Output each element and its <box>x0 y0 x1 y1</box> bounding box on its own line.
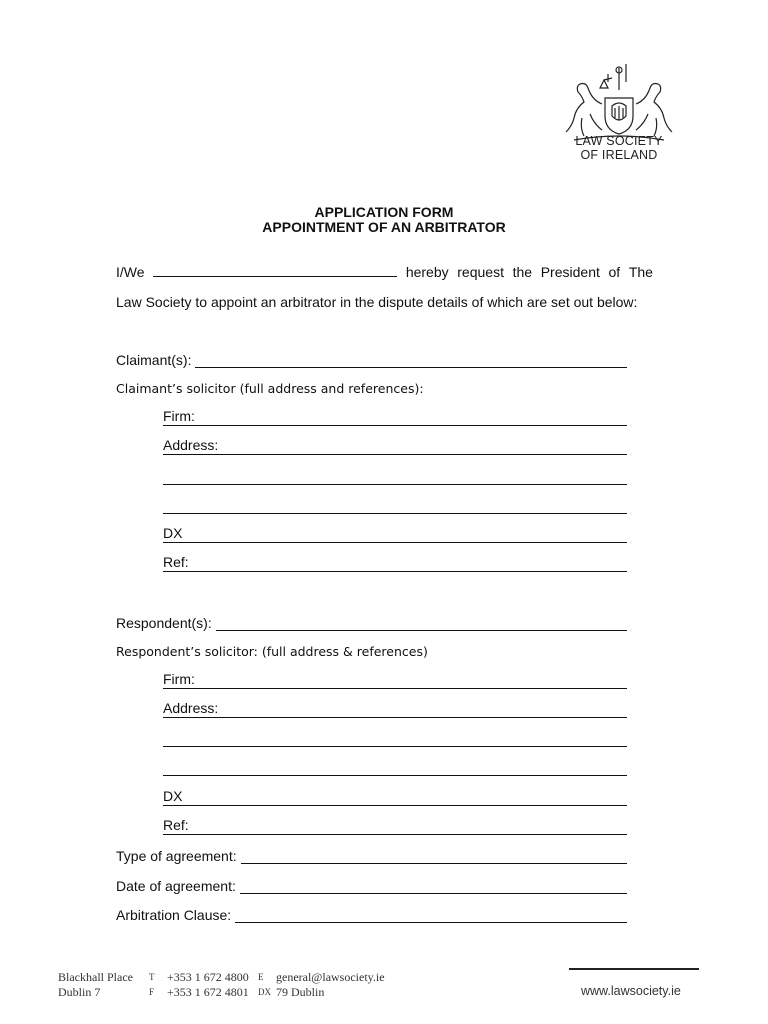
respondent-address-line-3[interactable] <box>163 758 627 776</box>
arbitration-clause-field[interactable] <box>235 908 627 923</box>
claimant-ref-field[interactable] <box>163 554 627 572</box>
ref-label: Ref: <box>163 817 189 833</box>
respondent-address-line-2[interactable] <box>163 729 627 747</box>
respondent-row <box>116 613 627 631</box>
intro-word: The <box>628 264 653 280</box>
footer-dx-label: DX <box>258 987 271 997</box>
form-title: APPLICATION FORM <box>314 204 454 220</box>
intro-prefix: I/We <box>116 264 145 280</box>
claimant-address-field[interactable] <box>163 437 627 455</box>
logo-line-1: LAW SOCIETY <box>575 134 663 148</box>
address-label: Address: <box>163 700 219 716</box>
footer-divider <box>569 968 699 970</box>
footer-phone: +353 1 672 4800 <box>167 970 249 984</box>
footer-email[interactable]: general@lawsociety.ie <box>276 970 385 984</box>
intro-word: request <box>457 264 504 280</box>
respondent-solicitor-note: Respondent’s solicitor: (full address & references) <box>116 644 428 659</box>
form-subtitle: APPOINTMENT OF AN ARBITRATOR <box>262 219 506 235</box>
footer-fax-label: F <box>149 987 155 997</box>
claimant-label: Claimant(s): <box>116 352 192 368</box>
respondent-address-field[interactable] <box>163 700 627 718</box>
address-label: Address: <box>163 437 219 453</box>
footer-address-line-2: Dublin 7 <box>58 985 101 999</box>
agreement-date-label: Date of agreement: <box>116 878 236 894</box>
applicant-name-field[interactable] <box>153 264 397 277</box>
intro-word: President <box>540 264 600 280</box>
respondent-dx-field[interactable] <box>163 788 627 806</box>
intro-word: hereby <box>405 264 449 280</box>
respondent-ref-field[interactable] <box>163 817 627 835</box>
claimant-solicitor-note: Claimant’s solicitor (full address and references): <box>116 381 424 396</box>
respondent-firm-field[interactable] <box>163 671 627 689</box>
agreement-date-field[interactable] <box>240 879 627 894</box>
arbitration-clause-row <box>116 905 627 923</box>
arbitration-clause-label: Arbitration Clause: <box>116 907 232 923</box>
firm-label: Firm: <box>163 408 195 424</box>
footer-fax: +353 1 672 4801 <box>167 985 249 999</box>
claimant-firm-field[interactable] <box>163 408 627 426</box>
respondent-label: Respondent(s): <box>116 615 212 631</box>
footer-phone-label: T <box>149 972 155 982</box>
dx-label: DX <box>163 788 183 804</box>
claimant-dx-field[interactable] <box>163 525 627 543</box>
claimant-address-line-2[interactable] <box>163 467 627 485</box>
agreement-type-row <box>116 846 627 864</box>
agreement-type-field[interactable] <box>241 849 627 864</box>
claimant-row <box>116 350 627 368</box>
footer-website[interactable]: www.lawsociety.ie <box>581 984 681 998</box>
firm-label: Firm: <box>163 671 195 687</box>
respondent-field[interactable] <box>216 616 627 631</box>
logo-wordmark <box>560 134 678 162</box>
agreement-type-label: Type of agreement: <box>116 848 237 864</box>
logo-line-2: OF IRELAND <box>580 148 658 162</box>
intro-word: the <box>512 264 533 280</box>
ref-label: Ref: <box>163 554 189 570</box>
footer-address-line-1: Blackhall Place <box>58 970 133 984</box>
intro-line-1 <box>116 264 653 280</box>
claimant-address-line-3[interactable] <box>163 496 627 514</box>
agreement-date-row <box>116 876 627 894</box>
intro-word: of <box>608 264 621 280</box>
footer-email-label: E <box>258 972 264 982</box>
footer-dx: 79 Dublin <box>276 985 325 999</box>
dx-label: DX <box>163 525 183 541</box>
intro-line-2: Law Society to appoint an arbitrator in the dispute details of which are set out below: <box>116 294 638 310</box>
claimant-field[interactable] <box>195 353 627 368</box>
